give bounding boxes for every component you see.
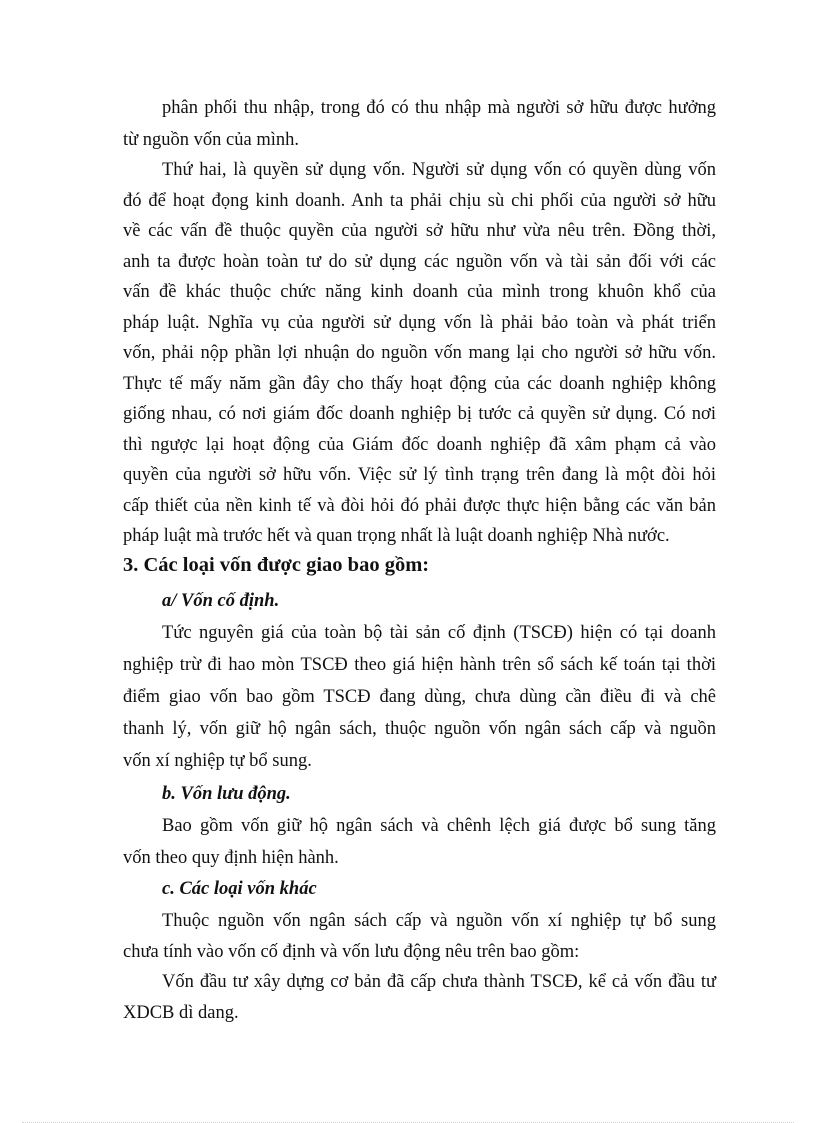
paragraph-line: Vốn đầu tư xây dựng cơ bản đã cấp chưa thành TSCĐ, kể cả vốn đầu tư [162, 972, 716, 992]
paragraph-line: vốn, phải nộp phần lợi nhuận do nguồn vốn mang lại cho người sở hữu vốn. [123, 343, 716, 363]
paragraph-line: pháp luật mà trước hết và quan trọng nhất là luật doanh nghiệp Nhà nước. [123, 526, 670, 546]
paragraph-line: Bao gồm vốn giữ hộ ngân sách và chênh lệch giá được bổ sung tăng [162, 816, 716, 836]
paragraph-line: về các vấn đề thuộc quyền của người sở hữu như vừa nêu trên. Đồng thời, [123, 221, 716, 241]
paragraph-line: điểm giao vốn bao gồm TSCĐ đang dùng, chưa dùng cần điều đi và chê [123, 687, 716, 707]
paragraph-line: đó để hoạt đọng kinh doanh. Anh ta phải chịu sù chi phối của người sở hữu [123, 191, 716, 211]
paragraph-line: Thuộc nguồn vốn ngân sách cấp và nguồn vốn xí nghiệp tự bổ sung [162, 911, 716, 931]
paragraph-line: thì ngược lại hoạt động của Giám đốc doanh nghiệp đã xâm phạm cả vào [123, 435, 716, 455]
paragraph-line: phân phối thu nhập, trong đó có thu nhập mà người sở hữu được hưởng [162, 98, 716, 118]
paragraph-line: từ nguồn vốn của mình. [123, 130, 299, 150]
paragraph-line: Tức nguyên giá của toàn bộ tài sản cố định (TSCĐ) hiện có tại doanh [162, 623, 716, 643]
paragraph-line: Thực tế mấy năm gần đây cho thấy hoạt động của các doanh nghiệp không [123, 374, 716, 394]
paragraph-line: Thứ hai, là quyền sử dụng vốn. Người sử dụng vốn có quyền dùng vốn [162, 160, 716, 180]
paragraph-line: giống nhau, có nơi giám đốc doanh nghiệp bị tước cả quyền sử dụng. Có nơi [123, 404, 716, 424]
paragraph-line: vốn theo quy định hiện hành. [123, 848, 339, 868]
paragraph-line: thanh lý, vốn giữ hộ ngân sách, thuộc nguồn vốn ngân sách cấp và nguồn [123, 719, 716, 739]
paragraph-line: XDCB dì dang. [123, 1003, 239, 1023]
paragraph-line: chưa tính vào vốn cố định và vốn lưu động nêu trên bao gồm: [123, 942, 580, 962]
paragraph-line: cấp thiết của nền kinh tế và đòi hỏi đó phải được thực hiện bằng các văn bản [123, 496, 716, 516]
paragraph-line: quyền của người sở hữu vốn. Việc sử lý tình trạng trên đang là một đòi hỏi [123, 465, 716, 485]
paragraph-line: vấn đề khác thuộc chức năng kinh doanh của mình trong khuôn khổ của [123, 282, 716, 302]
paragraph-line: anh ta được hoàn toàn tư do sử dụng các nguồn vốn và tài sản đối với các [123, 252, 716, 272]
subsection-title-b: b. Vốn lưu động. [162, 784, 291, 804]
subsection-title-c: c. Các loại vốn khác [162, 879, 317, 899]
section-heading: 3. Các loại vốn được giao bao gồm: [123, 554, 430, 576]
paragraph-line: pháp luật. Nghĩa vụ của người sử dụng vốn là phải bảo toàn và phát triển [123, 313, 716, 333]
subsection-title-a: a/ Vốn cố định. [162, 591, 280, 611]
paragraph-line: vốn xí nghiệp tự bổ sung. [123, 751, 312, 771]
paragraph-line: nghiệp trừ đi hao mòn TSCĐ theo giá hiện hành trên sổ sách kế toán tại thời [123, 655, 716, 675]
